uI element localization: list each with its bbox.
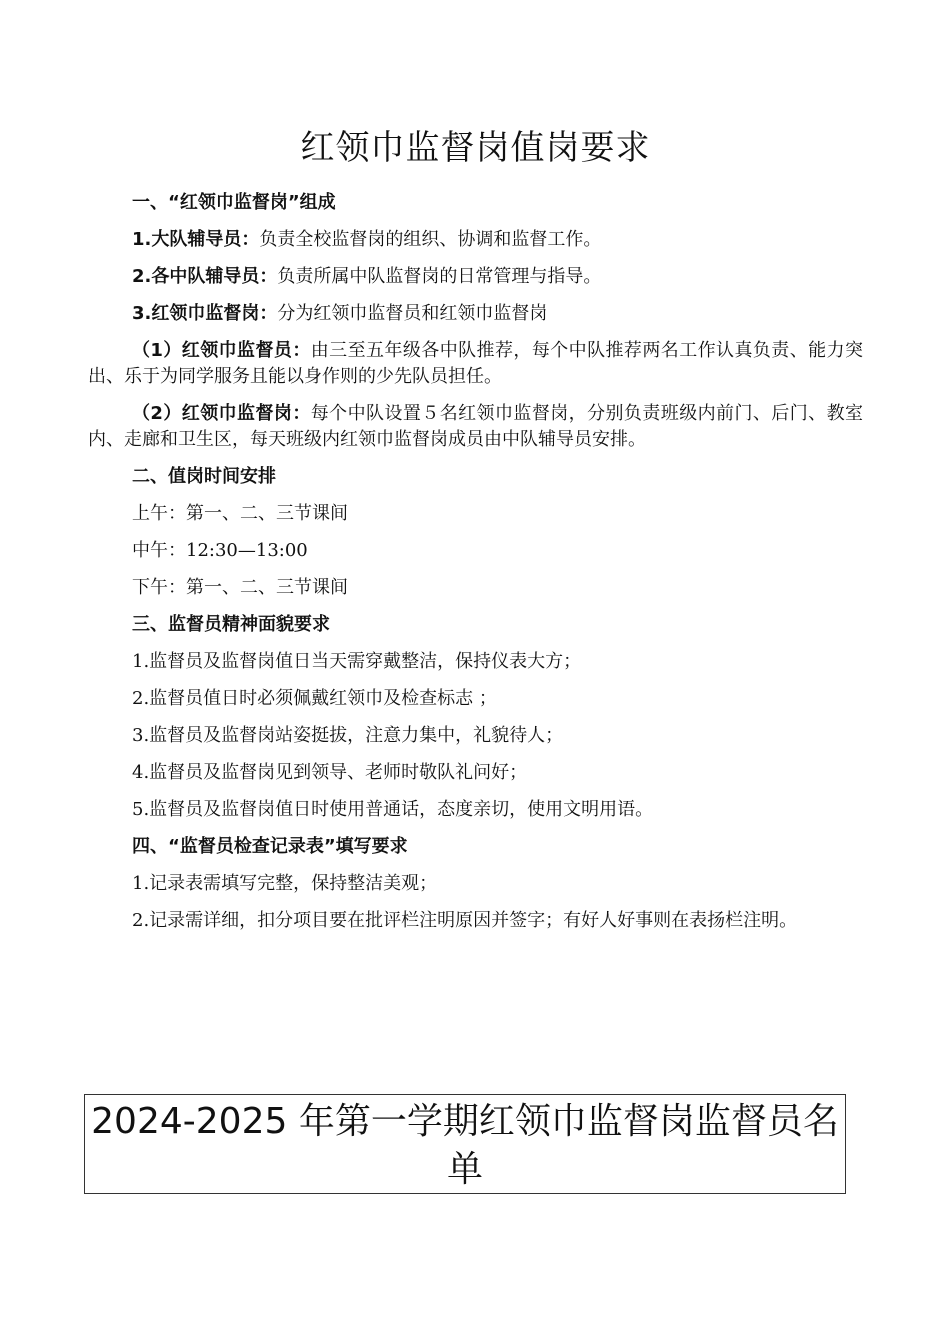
section1-item1-text: 负责全校监督岗的组织、协调和监督工作。 (259, 229, 602, 250)
section3-item-1: 1.监督员及监督岗值日当天需穿戴整洁，保持仪表大方； (132, 651, 582, 672)
section1-sub2-text: 每个中队设置５名红领巾监督岗，分别负责班级内前门、后门、教室内、走廊和卫生区，每天班级内红领巾监督岗成员由中队辅导员安排。 (88, 403, 863, 450)
schedule-noon: 中午：12:30—13:00 (132, 540, 308, 561)
section4-item-1: 1.记录表需填写完整，保持整洁美观； (132, 873, 438, 894)
section1-item2-text: 负责所属中队监督岗的日常管理与指导。 (277, 266, 602, 287)
section3-item-2: 2.监督员值日时必须佩戴红领巾及检查标志 ； (132, 688, 497, 709)
section3-item-3: 3.监督员及监督岗站姿挺拔，注意力集中，礼貌待人； (132, 725, 564, 746)
roster-title-box (84, 1094, 846, 1194)
section1-sub1-text: 由三至五年级各中队推荐，每个中队推荐两名工作认真负责、能力突出、乐于为同学服务且能以身作则的少先队员担任。 (88, 340, 863, 387)
section4-item-2: 2.记录需详细，扣分项目要在批评栏注明原因并签字；有好人好事则在表扬栏注明。 (132, 910, 798, 931)
section3-item-5: 5.监督员及监督岗值日时使用普通话，态度亲切，使用文明用语。 (132, 799, 654, 820)
document-title: 红领巾监督岗值岗要求 (300, 128, 651, 168)
section1-item3-label: 3.红领巾监督岗： (132, 303, 278, 324)
roster-title: 2024-2025 年第一学期红领巾监督岗监督员名单 (91, 1101, 839, 1190)
section4-heading: 四、“监督员检查记录表”填写要求 (132, 836, 408, 857)
schedule-morning: 上午：第一、二、三节课间 (132, 503, 348, 524)
section1-heading: 一、“红领巾监督岗”组成 (132, 192, 336, 213)
section1-item1 (88, 227, 863, 253)
section1-sub1 (88, 338, 863, 390)
schedule-afternoon: 下午：第一、二、三节课间 (132, 577, 348, 598)
section1-item1-label: 1.大队辅导员： (132, 229, 260, 250)
section1-sub2-label: （2）红领巾监督岗： (132, 403, 311, 424)
document-body (88, 120, 863, 945)
section1-item2 (88, 264, 863, 290)
section1-sub2 (88, 401, 863, 453)
section3-item-4: 4.监督员及监督岗见到领导、老师时敬队礼问好； (132, 762, 528, 783)
section2-heading: 二、值岗时间安排 (132, 466, 276, 487)
section1-item3 (88, 301, 863, 327)
section3-heading: 三、监督员精神面貌要求 (132, 614, 330, 635)
section1-item3-text: 分为红领巾监督员和红领巾监督岗 (277, 303, 548, 324)
section1-sub1-label: （1）红领巾监督员： (132, 340, 311, 361)
section1-item2-label: 2.各中队辅导员： (132, 266, 278, 287)
